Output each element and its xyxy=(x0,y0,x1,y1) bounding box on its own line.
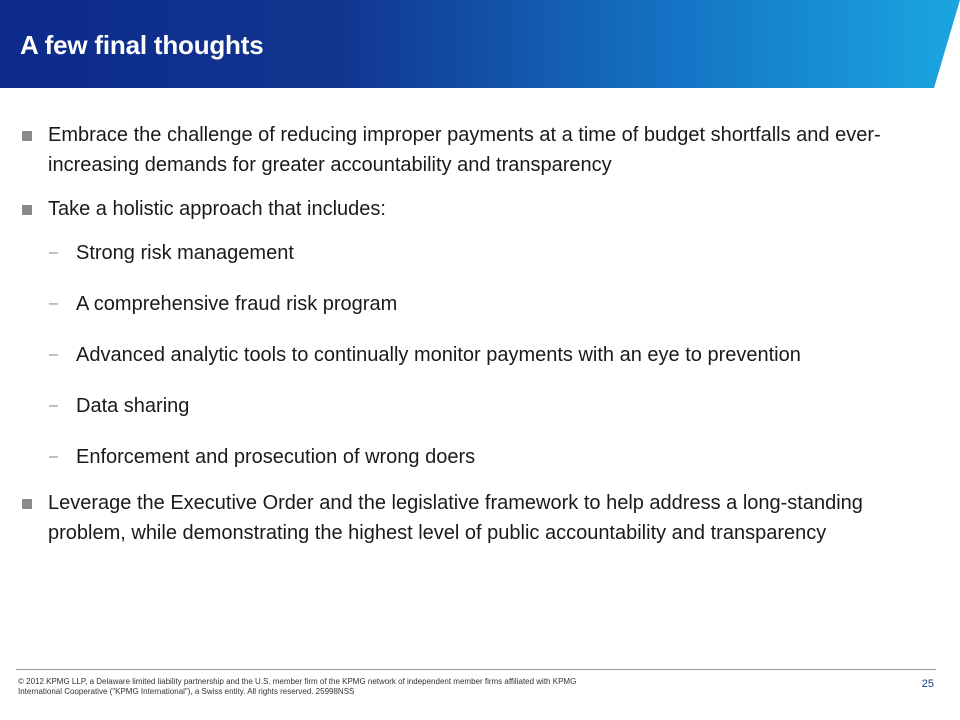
sub-bullet-item xyxy=(22,391,922,421)
dash-bullet-icon: – xyxy=(49,448,58,465)
bullet-text: Embrace the challenge of reducing improper payments at a time of budget shortfalls and ever-increasing demands for greater accountability and transparency xyxy=(48,124,881,176)
bullet-item xyxy=(22,488,922,548)
sub-bullet-text: Enforcement and prosecution of wrong doers xyxy=(76,446,476,468)
dash-bullet-icon: – xyxy=(49,295,58,312)
sub-bullet-item xyxy=(22,238,922,268)
square-bullet-icon xyxy=(22,499,32,509)
page-number: 25 xyxy=(921,678,934,690)
dash-bullet-icon: – xyxy=(49,397,58,414)
footer-copyright: © 2012 KPMG LLP, a Delaware limited liability partnership and the U.S. member firm of the KPMG network of independent member firms affiliated with KPMG International Cooperative ("KPMG International"), a Swiss entity. All rights reserved. 25998NSS xyxy=(18,677,577,696)
sub-bullet-item xyxy=(22,340,836,370)
bullet-text: Take a holistic approach that includes: xyxy=(48,198,386,220)
sub-bullet-text: A comprehensive fraud risk program xyxy=(76,293,398,315)
slide-body xyxy=(22,120,922,548)
sub-bullet-item xyxy=(22,442,922,472)
sub-bullet-text: Advanced analytic tools to continually monitor payments with an eye to prevention xyxy=(76,344,801,366)
slide-title: A few final thoughts xyxy=(20,30,264,60)
sub-bullet-text: Data sharing xyxy=(76,395,190,417)
square-bullet-icon xyxy=(22,131,32,141)
sub-bullet-text: Strong risk management xyxy=(76,242,294,264)
dash-bullet-icon: – xyxy=(49,244,58,261)
dash-bullet-icon: – xyxy=(49,346,58,363)
sub-bullet-item xyxy=(22,289,922,319)
square-bullet-icon xyxy=(22,205,32,215)
bullet-text: Leverage the Executive Order and the legislative framework to help address a long-standing problem, while demonstrating the highest level of public accountability and transparency xyxy=(48,492,863,544)
title-banner xyxy=(0,0,960,88)
bullet-item xyxy=(22,120,922,180)
bullet-item xyxy=(22,194,922,224)
footer-divider xyxy=(16,669,936,670)
